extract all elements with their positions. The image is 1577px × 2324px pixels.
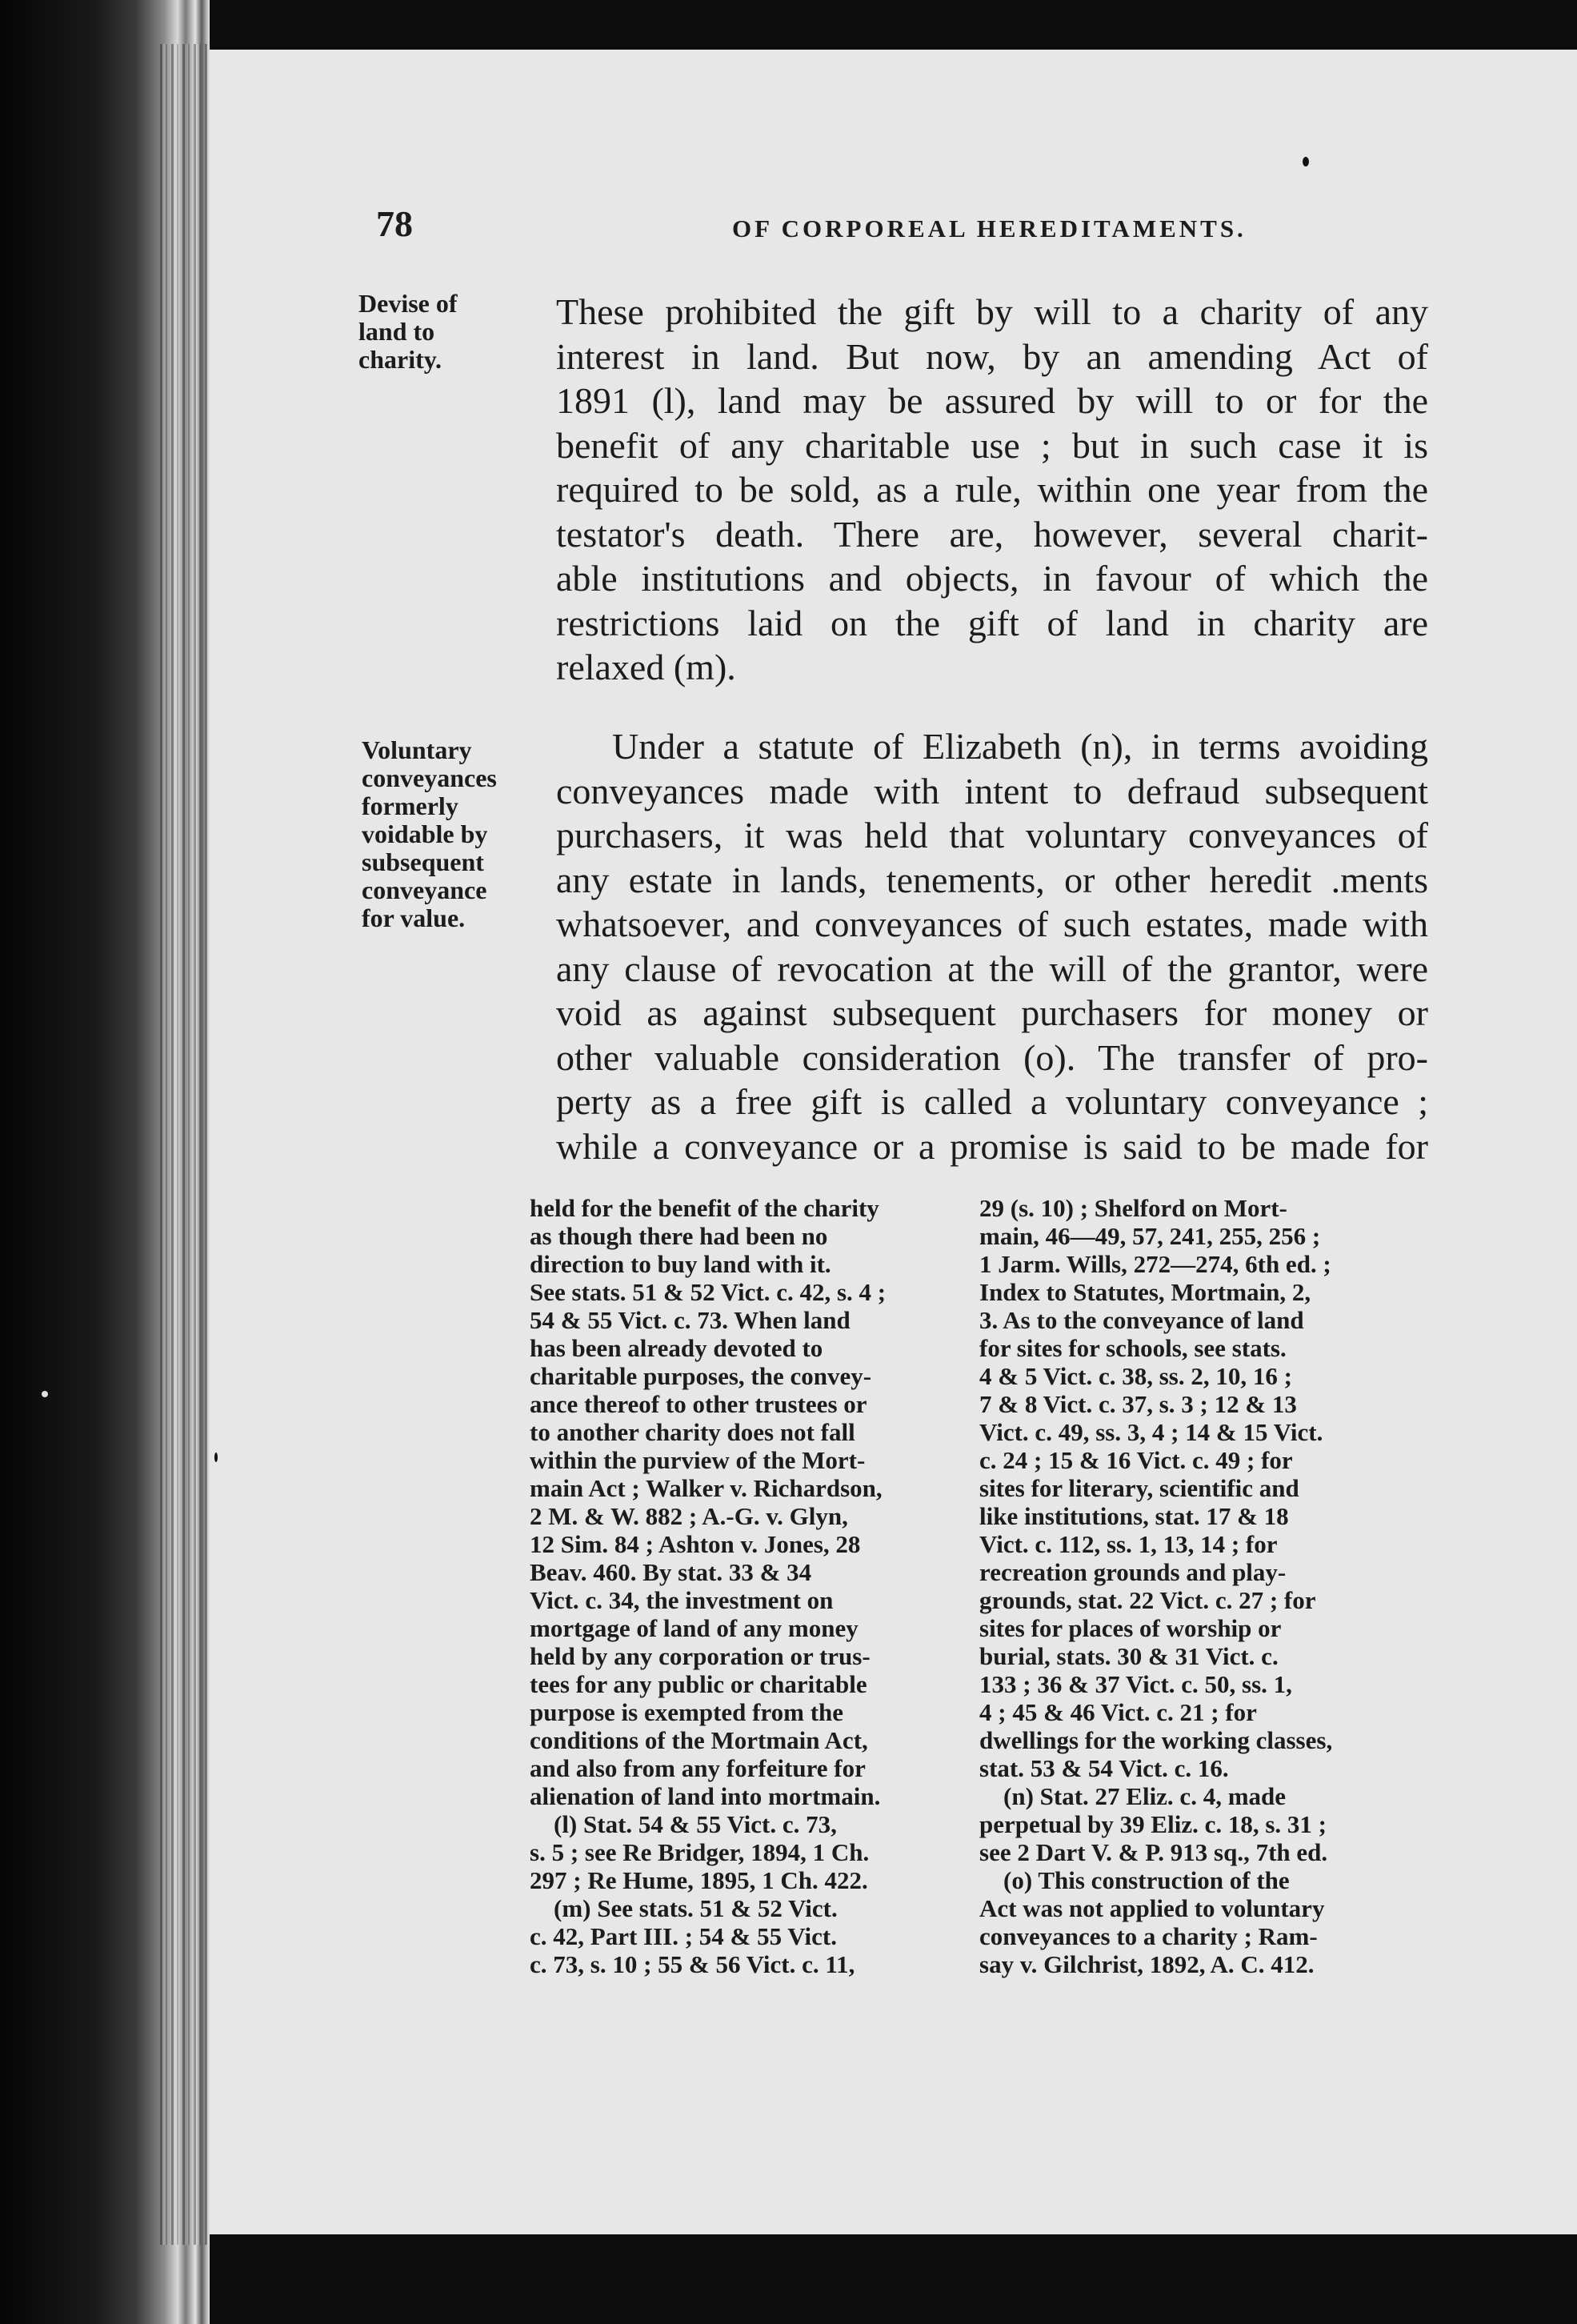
binding-shadow — [160, 44, 208, 2245]
footnote-line: stat. 53 & 54 Vict. c. 16. — [979, 1754, 1229, 1782]
margin-note-line: conveyances — [362, 763, 497, 792]
running-head: OF CORPOREAL HEREDITAMENTS. — [732, 214, 1247, 242]
margin-note-devise — [358, 290, 506, 374]
body-paragraph-charity — [556, 290, 1428, 690]
footnote-line: 2 M. & W. 882 ; A.-G. v. Glyn, — [530, 1502, 848, 1530]
footnote-line: 29 (s. 10) ; Shelford on Mort- — [979, 1194, 1287, 1222]
footnote-line: ance thereof to other trustees or — [530, 1390, 867, 1418]
footnote-line: purpose is exempted from the — [530, 1698, 844, 1726]
footnote-line: burial, stats. 30 & 31 Vict. c. — [979, 1642, 1279, 1670]
footnote-line: within the purview of the Mort- — [530, 1446, 866, 1474]
footnote-line: c. 73, s. 10 ; 55 & 56 Vict. c. 11, — [530, 1950, 855, 1978]
footnote-line: tees for any public or charitable — [530, 1670, 867, 1698]
footnote-line: Vict. c. 49, ss. 3, 4 ; 14 & 15 Vict. — [979, 1418, 1323, 1446]
text-line: perty as a free gift is called a voluntary conveyance ; — [556, 1081, 1428, 1122]
body-paragraph-voluntary — [556, 724, 1428, 1168]
footnote-line: Beav. 460. By stat. 33 & 34 — [530, 1558, 812, 1586]
footnote-line: s. 5 ; see Re Bridger, 1894, 1 Ch. — [530, 1838, 870, 1866]
footnote-line: held by any corporation or trus- — [530, 1642, 871, 1670]
margin-note-line: charity. — [358, 345, 442, 374]
footnote-line: sites for places of worship or — [979, 1614, 1282, 1642]
footnote-line: c. 24 ; 15 & 16 Vict. c. 49 ; for — [979, 1446, 1293, 1474]
margin-note-line: formerly — [362, 791, 458, 820]
text-line: other valuable consideration (o). The transfer of pro- — [556, 1036, 1428, 1078]
footnotes-left-column — [530, 1194, 962, 1978]
scan-speck — [1303, 157, 1309, 166]
margin-note-line: voidable by — [362, 819, 488, 848]
text-line: Under a statute of Elizabeth (n), in terms avoiding — [612, 726, 1428, 767]
footnote-line: charitable purposes, the convey- — [530, 1362, 872, 1390]
text-line: void as against subsequent purchasers for money or — [556, 992, 1428, 1033]
footnote-line: (n) Stat. 27 Eliz. c. 4, made — [1003, 1782, 1287, 1810]
footnote-line: main, 46—49, 57, 241, 255, 256 ; — [979, 1222, 1321, 1250]
text-line: testator's death. There are, however, several charit- — [556, 513, 1428, 555]
footnote-line: 297 ; Re Hume, 1895, 1 Ch. 422. — [530, 1866, 868, 1894]
footnote-line: dwellings for the working classes, — [979, 1726, 1333, 1754]
footnote-line: Act was not applied to voluntary — [979, 1894, 1325, 1922]
footnote-line: has been already devoted to — [530, 1334, 823, 1362]
text-line: required to be sold, as a rule, within one year from the — [556, 469, 1428, 510]
footnote-line: conveyances to a charity ; Ram- — [979, 1922, 1318, 1950]
footnote-line: c. 42, Part III. ; 54 & 55 Vict. — [530, 1922, 837, 1950]
text-line: restrictions laid on the gift of land in charity are — [556, 602, 1428, 643]
text-line: while a conveyance or a promise is said to be made for — [556, 1125, 1428, 1167]
text-line: benefit of any charitable use ; but in such case it is — [556, 424, 1428, 466]
text-line: any estate in lands, tenements, or other heredit .ments — [556, 859, 1428, 900]
footnote-line: for sites for schools, see stats. — [979, 1334, 1287, 1362]
text-line: purchasers, it was held that voluntary conveyances of — [556, 815, 1428, 855]
text-line: These prohibited the gift by will to a charity of any — [556, 291, 1428, 332]
footnote-line: main Act ; Walker v. Richardson, — [530, 1474, 883, 1502]
footnote-line: 4 & 5 Vict. c. 38, ss. 2, 10, 16 ; — [979, 1362, 1292, 1390]
footnote-line: alienation of land into mortmain. — [530, 1782, 881, 1810]
footnote-line: recreation grounds and play- — [979, 1558, 1287, 1586]
margin-note-line: land to — [358, 317, 435, 346]
footnote-line: See stats. 51 & 52 Vict. c. 42, s. 4 ; — [530, 1278, 887, 1306]
footnote-line: (o) This construction of the — [1003, 1866, 1290, 1894]
margin-note-line: Devise of — [358, 289, 458, 318]
text-line: interest in land. But now, by an amending Act of — [556, 335, 1428, 377]
text-line: any clause of revocation at the will of the grantor, were — [556, 948, 1428, 989]
scan-speck — [214, 1452, 218, 1462]
footnote-line: grounds, stat. 22 Vict. c. 27 ; for — [979, 1586, 1316, 1614]
footnote-line: (l) Stat. 54 & 55 Vict. c. 73, — [554, 1810, 837, 1838]
footnote-line: 12 Sim. 84 ; Ashton v. Jones, 28 — [530, 1530, 861, 1558]
footnote-line: say v. Gilchrist, 1892, A. C. 412. — [979, 1950, 1315, 1978]
footnote-line: direction to buy land with it. — [530, 1250, 831, 1278]
footnote-line: 54 & 55 Vict. c. 73. When land — [530, 1306, 851, 1334]
footnote-line: as though there had been no — [530, 1222, 828, 1250]
footnote-line: 7 & 8 Vict. c. 37, s. 3 ; 12 & 13 — [979, 1390, 1297, 1418]
footnote-line: 1 Jarm. Wills, 272—274, 6th ed. ; — [979, 1250, 1331, 1278]
footnotes-right-column — [979, 1194, 1411, 1978]
text-line: relaxed (m). — [556, 647, 736, 687]
footnote-line: (m) See stats. 51 & 52 Vict. — [554, 1894, 838, 1922]
margin-note-line: Voluntary — [362, 735, 472, 764]
footnote-line: sites for literary, scientific and — [979, 1474, 1299, 1502]
footnote-line: conditions of the Mortmain Act, — [530, 1726, 868, 1754]
footnote-line: held for the benefit of the charity — [530, 1194, 879, 1222]
margin-note-line: for value. — [362, 904, 466, 932]
text-line: able institutions and objects, in favour of which the — [556, 558, 1428, 599]
footnote-line: see 2 Dart V. & P. 913 sq., 7th ed. — [979, 1838, 1328, 1866]
text-line: 1891 (l), land may be assured by will to or for the — [556, 380, 1428, 421]
footnote-line: Vict. c. 34, the investment on — [530, 1586, 834, 1614]
margin-note-voluntary — [362, 736, 510, 932]
footnote-line: like institutions, stat. 17 & 18 — [979, 1502, 1289, 1530]
page-number: 78 — [376, 203, 413, 244]
footnote-line: 3. As to the conveyance of land — [979, 1306, 1304, 1334]
footnote-line: and also from any forfeiture for — [530, 1754, 866, 1782]
footnote-line: 4 ; 45 & 46 Vict. c. 21 ; for — [979, 1698, 1257, 1726]
footnote-line: 133 ; 36 & 37 Vict. c. 50, ss. 1, — [979, 1670, 1292, 1698]
footnote-line: perpetual by 39 Eliz. c. 18, s. 31 ; — [979, 1810, 1327, 1838]
text-line: whatsoever, and conveyances of such estates, made with — [556, 904, 1428, 944]
margin-note-line: conveyance — [362, 876, 487, 904]
scan-speck — [42, 1391, 48, 1397]
footnote-line: Index to Statutes, Mortmain, 2, — [979, 1278, 1311, 1306]
text-line: conveyances made with intent to defraud subsequent — [556, 770, 1428, 811]
margin-note-line: subsequent — [362, 847, 484, 876]
footnote-line: Vict. c. 112, ss. 1, 13, 14 ; for — [979, 1530, 1278, 1558]
footnote-line: to another charity does not fall — [530, 1418, 855, 1446]
footnote-line: mortgage of land of any money — [530, 1614, 859, 1642]
